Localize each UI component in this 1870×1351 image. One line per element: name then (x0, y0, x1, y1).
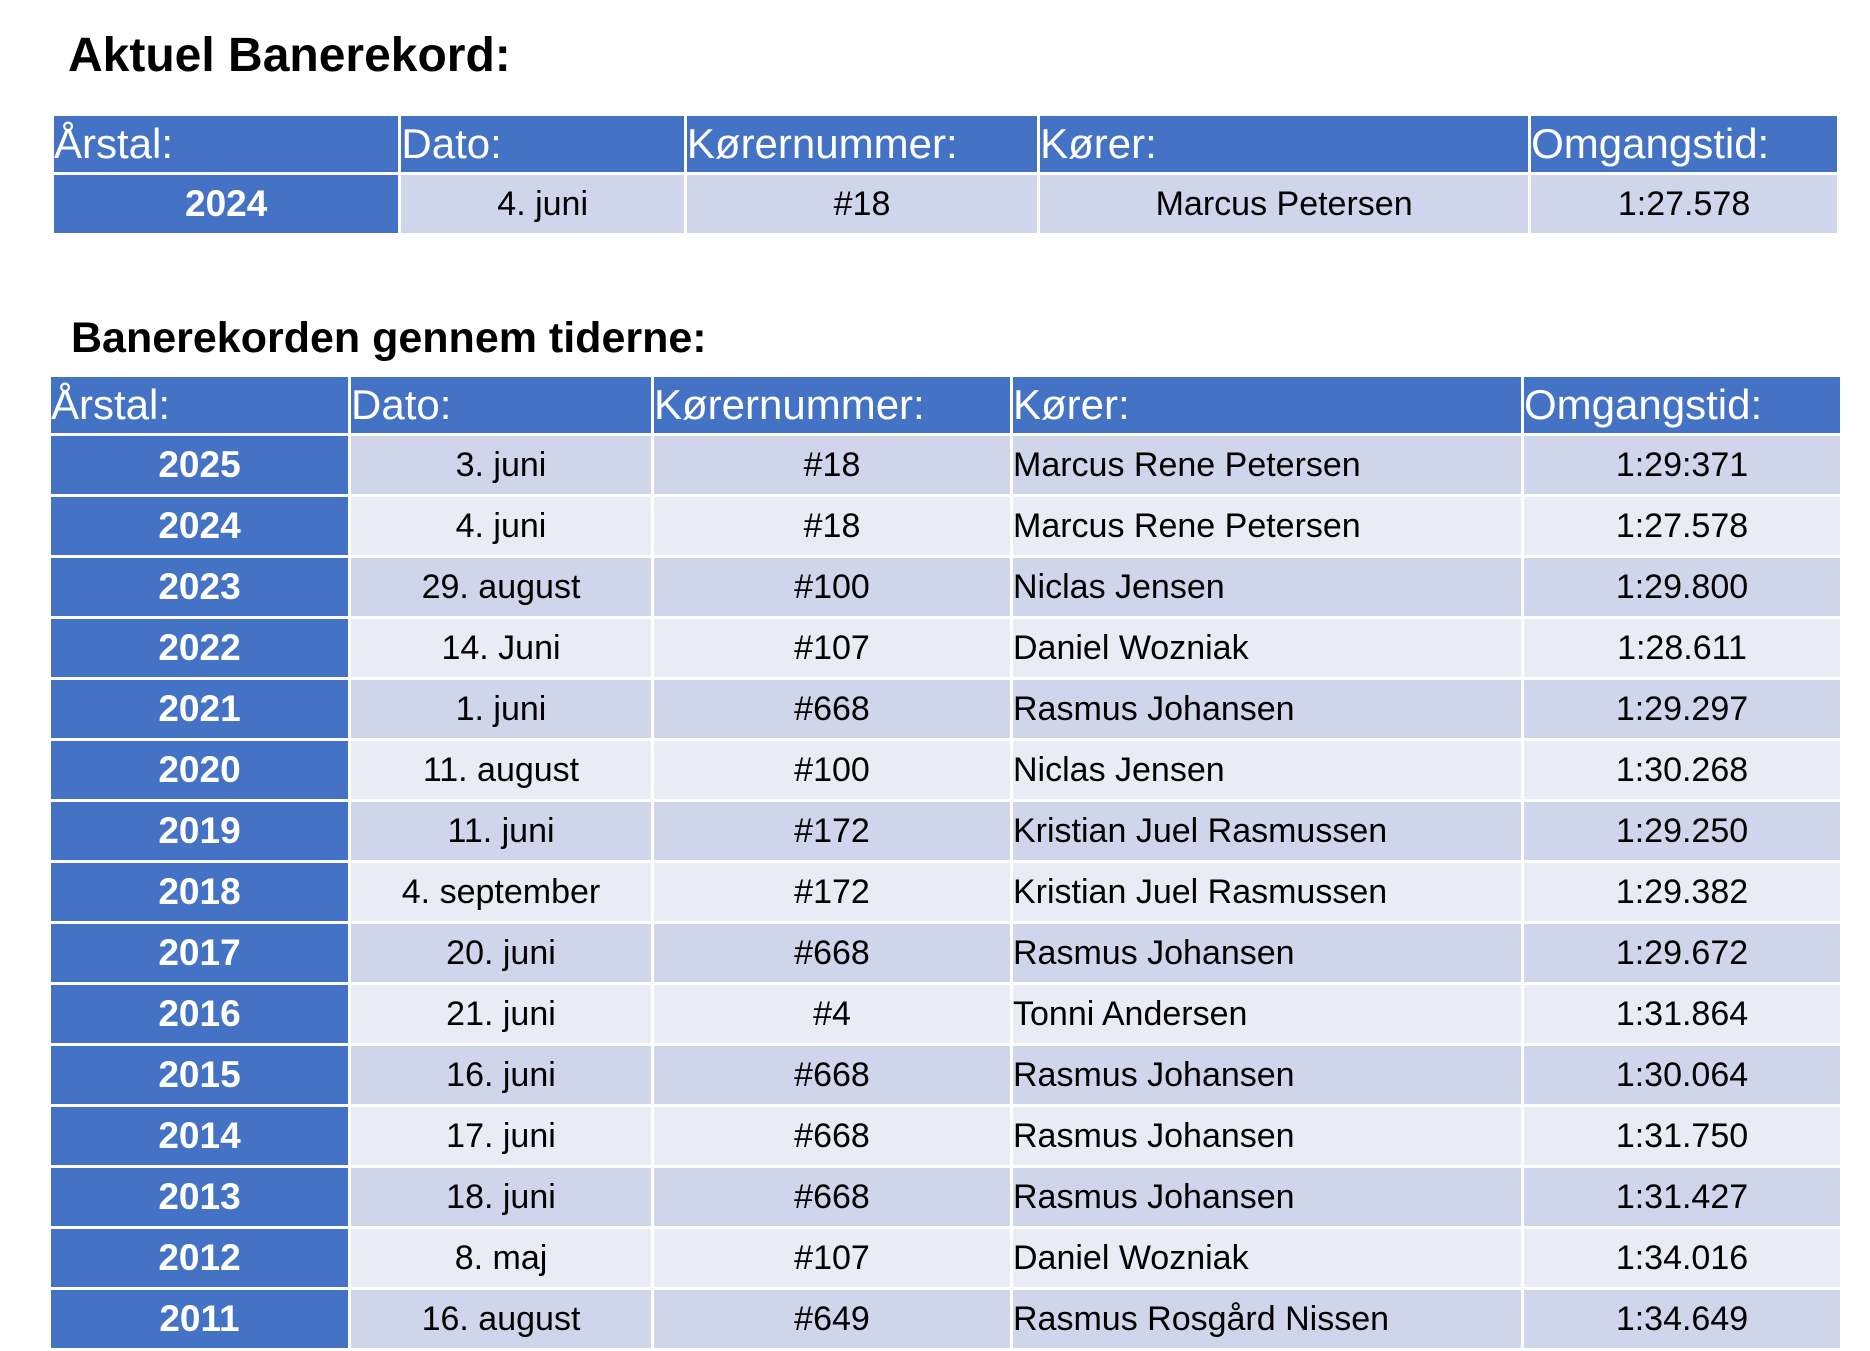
cell-driver: Daniel Wozniak (1013, 1229, 1521, 1287)
cell-driver: Marcus Rene Petersen (1013, 497, 1521, 555)
cell-driver-number: #107 (654, 1229, 1010, 1287)
cell-lap-time: 1:29.250 (1524, 802, 1840, 860)
table-row (51, 1290, 1840, 1348)
current-record-row (54, 175, 1837, 233)
table-row (51, 741, 1840, 799)
cell-driver: Kristian Juel Rasmussen (1013, 863, 1521, 921)
cell-date: 16. juni (351, 1046, 651, 1104)
cell-driver: Tonni Andersen (1013, 985, 1521, 1043)
header-driver: Kører: (1013, 377, 1521, 433)
cell-date: 14. Juni (351, 619, 651, 677)
cell-date: 4. juni (351, 497, 651, 555)
cell-driver-number: #172 (654, 863, 1010, 921)
cell-year: 2016 (51, 985, 348, 1043)
header-year: Årstal: (54, 116, 398, 172)
cell-year: 2024 (54, 175, 398, 233)
cell-year: 2013 (51, 1168, 348, 1226)
cell-year: 2024 (51, 497, 348, 555)
cell-driver-number: #668 (654, 1107, 1010, 1165)
cell-year: 2025 (51, 436, 348, 494)
cell-lap-time: 1:27.578 (1531, 175, 1837, 233)
cell-driver-number: #649 (654, 1290, 1010, 1348)
cell-lap-time: 1:28.611 (1524, 619, 1840, 677)
cell-date: 1. juni (351, 680, 651, 738)
cell-driver-number: #100 (654, 558, 1010, 616)
cell-lap-time: 1:29.672 (1524, 924, 1840, 982)
cell-lap-time: 1:31.427 (1524, 1168, 1840, 1226)
cell-driver-number: #4 (654, 985, 1010, 1043)
cell-lap-time: 1:31.750 (1524, 1107, 1840, 1165)
cell-date: 20. juni (351, 924, 651, 982)
cell-date: 17. juni (351, 1107, 651, 1165)
cell-year: 2011 (51, 1290, 348, 1348)
cell-date: 29. august (351, 558, 651, 616)
cell-year: 2012 (51, 1229, 348, 1287)
cell-year: 2015 (51, 1046, 348, 1104)
cell-driver-number: #172 (654, 802, 1010, 860)
current-header-row (54, 116, 1837, 172)
table-row (51, 1046, 1840, 1104)
cell-year: 2023 (51, 558, 348, 616)
cell-date: 16. august (351, 1290, 651, 1348)
cell-driver-number: #18 (654, 436, 1010, 494)
cell-date: 4. september (351, 863, 651, 921)
cell-driver: Rasmus Johansen (1013, 924, 1521, 982)
cell-date: 4. juni (401, 175, 684, 233)
header-date: Dato: (401, 116, 684, 172)
history-table (48, 374, 1843, 1351)
cell-lap-time: 1:29.800 (1524, 558, 1840, 616)
cell-driver-number: #100 (654, 741, 1010, 799)
cell-driver-number: #18 (654, 497, 1010, 555)
cell-date: 8. maj (351, 1229, 651, 1287)
cell-driver: Kristian Juel Rasmussen (1013, 802, 1521, 860)
table-row (51, 497, 1840, 555)
table-row (51, 1229, 1840, 1287)
header-driver: Kører: (1040, 116, 1528, 172)
header-date: Dato: (351, 377, 651, 433)
cell-year: 2014 (51, 1107, 348, 1165)
cell-driver: Rasmus Rosgård Nissen (1013, 1290, 1521, 1348)
cell-lap-time: 1:30.268 (1524, 741, 1840, 799)
table-row (51, 863, 1840, 921)
current-record-table (51, 113, 1840, 236)
cell-date: 18. juni (351, 1168, 651, 1226)
cell-driver: Rasmus Johansen (1013, 680, 1521, 738)
table-row (51, 558, 1840, 616)
cell-year: 2018 (51, 863, 348, 921)
cell-lap-time: 1:29.297 (1524, 680, 1840, 738)
table-row (51, 680, 1840, 738)
cell-driver-number: #668 (654, 1168, 1010, 1226)
table-row (51, 802, 1840, 860)
cell-lap-time: 1:27.578 (1524, 497, 1840, 555)
cell-year: 2021 (51, 680, 348, 738)
header-lap-time: Omgangstid: (1531, 116, 1837, 172)
cell-driver: Niclas Jensen (1013, 741, 1521, 799)
cell-year: 2017 (51, 924, 348, 982)
cell-driver: Marcus Petersen (1040, 175, 1528, 233)
cell-driver-number: #668 (654, 1046, 1010, 1104)
cell-lap-time: 1:29.382 (1524, 863, 1840, 921)
cell-lap-time: 1:34.016 (1524, 1229, 1840, 1287)
cell-year: 2020 (51, 741, 348, 799)
cell-driver-number: #668 (654, 924, 1010, 982)
cell-driver: Niclas Jensen (1013, 558, 1521, 616)
cell-driver-number: #668 (654, 680, 1010, 738)
cell-lap-time: 1:34.649 (1524, 1290, 1840, 1348)
cell-driver-number: #107 (654, 619, 1010, 677)
table-row (51, 1107, 1840, 1165)
cell-lap-time: 1:29:371 (1524, 436, 1840, 494)
cell-date: 11. juni (351, 802, 651, 860)
cell-date: 3. juni (351, 436, 651, 494)
cell-lap-time: 1:31.864 (1524, 985, 1840, 1043)
cell-lap-time: 1:30.064 (1524, 1046, 1840, 1104)
table-row (51, 985, 1840, 1043)
table-row (51, 1168, 1840, 1226)
cell-driver: Rasmus Johansen (1013, 1046, 1521, 1104)
cell-driver: Marcus Rene Petersen (1013, 436, 1521, 494)
table-row (51, 924, 1840, 982)
cell-year: 2022 (51, 619, 348, 677)
cell-driver-number: #18 (687, 175, 1037, 233)
cell-driver: Daniel Wozniak (1013, 619, 1521, 677)
header-lap-time: Omgangstid: (1524, 377, 1840, 433)
header-driver-number: Kørernummer: (687, 116, 1037, 172)
history-header-row (51, 377, 1840, 433)
header-year: Årstal: (51, 377, 348, 433)
current-record-title: Aktuel Banerekord: (68, 29, 511, 82)
cell-date: 21. juni (351, 985, 651, 1043)
cell-year: 2019 (51, 802, 348, 860)
table-row (51, 436, 1840, 494)
cell-driver: Rasmus Johansen (1013, 1168, 1521, 1226)
table-row (51, 619, 1840, 677)
cell-date: 11. august (351, 741, 651, 799)
history-title: Banerekorden gennem tiderne: (71, 314, 707, 362)
header-driver-number: Kørernummer: (654, 377, 1010, 433)
cell-driver: Rasmus Johansen (1013, 1107, 1521, 1165)
